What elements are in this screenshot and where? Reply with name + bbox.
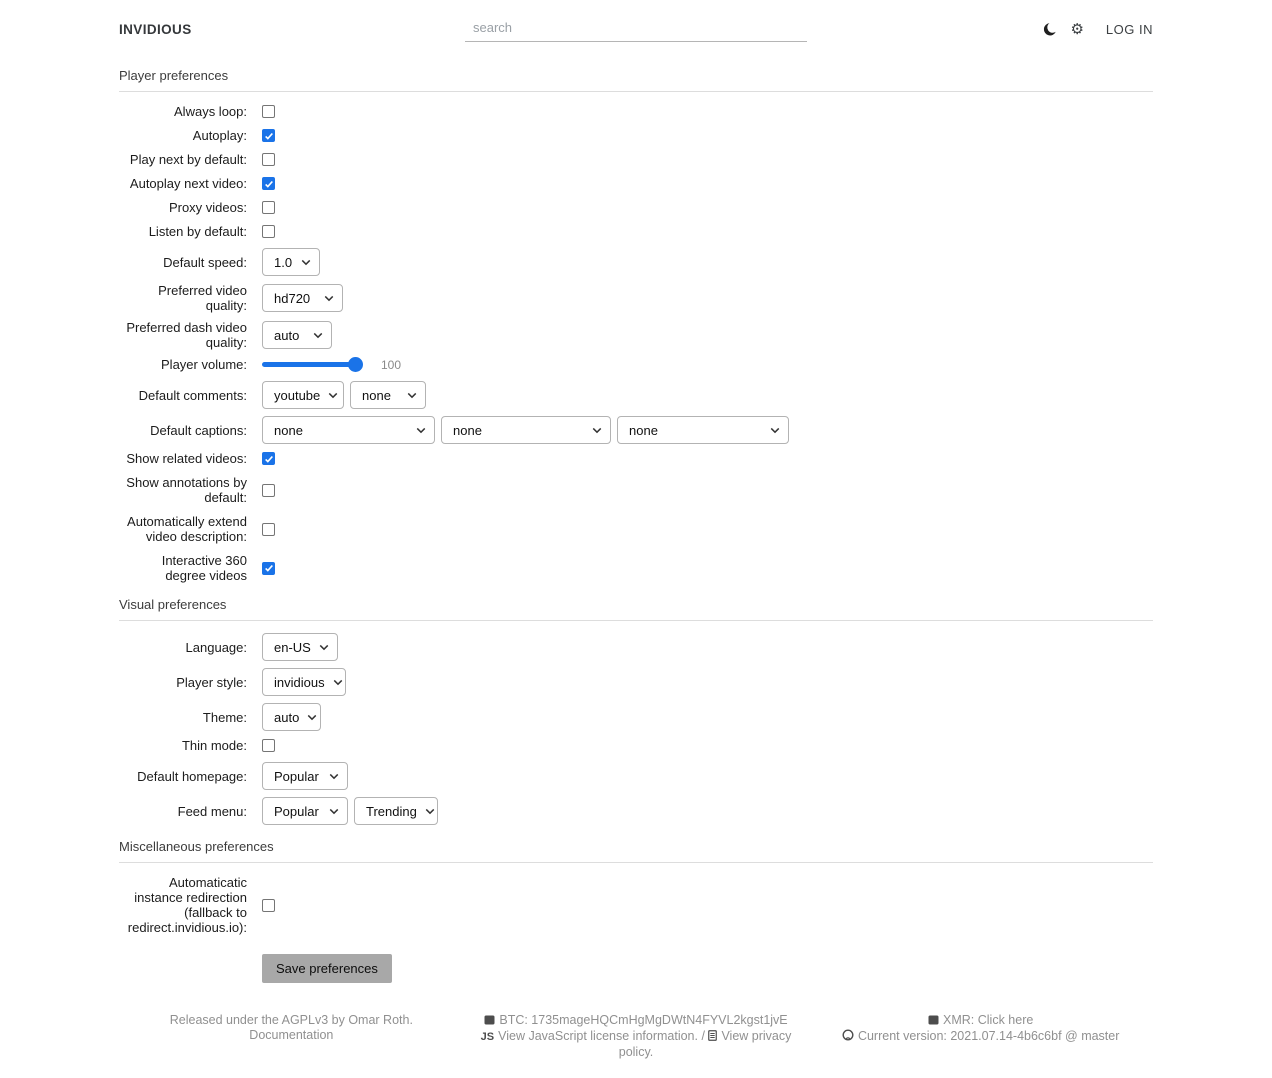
vr-mode-checkbox[interactable] (262, 562, 275, 575)
documentation-link[interactable]: Documentation (249, 1028, 334, 1042)
login-link[interactable]: LOG IN (1105, 21, 1153, 37)
chevron-down-icon (329, 773, 339, 780)
feed-menu-value-1: Popular (274, 803, 319, 819)
row-preferred-quality (119, 283, 1153, 313)
language-value: en-US (274, 639, 311, 655)
footer-middle (464, 1013, 809, 1060)
default-homepage-select[interactable] (262, 762, 348, 790)
default-speed-value: 1.0 (274, 254, 293, 270)
player-style-select[interactable] (262, 668, 346, 696)
preferred-quality-value: hd720 (274, 290, 311, 306)
thin-mode-checkbox[interactable] (262, 739, 275, 752)
play-next-checkbox[interactable] (262, 153, 275, 166)
default-captions-value-1: none (274, 422, 303, 438)
xmr-click-here-link[interactable]: Click here (977, 1013, 1034, 1027)
save-row (262, 954, 1153, 983)
autoplay-next-label: Autoplay next video: (129, 176, 247, 191)
chevron-down-icon (333, 679, 343, 686)
footer-separator: / (701, 1029, 705, 1043)
chevron-down-icon (329, 808, 339, 815)
row-preferred-dash-quality (119, 320, 1153, 350)
slider-track (262, 362, 362, 367)
default-homepage-label: Default homepage: (137, 768, 247, 784)
bitcoin-icon (484, 1014, 495, 1029)
player-volume-value: 100 (381, 357, 402, 372)
chevron-down-icon (301, 259, 311, 266)
row-feed-menu (119, 797, 1153, 825)
javascript-icon: JS (480, 1031, 495, 1043)
footer-right (808, 1013, 1153, 1060)
section-title-misc: Miscellaneous preferences (119, 839, 1153, 863)
chevron-down-icon (328, 392, 338, 399)
version-text: Current version: 2021.07.14-4b6c6bf @ master (857, 1029, 1120, 1043)
chevron-down-icon (319, 644, 329, 651)
autoplay-label: Autoplay: (192, 128, 247, 143)
feed-menu-select-1[interactable] (262, 797, 348, 825)
theme-value: auto (274, 709, 300, 725)
footer-license-text: Released under the AGPLv3 by Omar Roth. (169, 1013, 413, 1027)
listen-default-label: Listen by default: (148, 224, 247, 239)
top-right-controls (807, 19, 1153, 38)
annotations-checkbox[interactable] (262, 484, 275, 497)
row-autoplay-next (119, 176, 1153, 191)
default-comments-value-2: none (362, 387, 391, 403)
feed-menu-select-2[interactable] (354, 797, 438, 825)
row-theme (119, 703, 1153, 731)
footer-left (119, 1013, 464, 1060)
misc-preferences-rows (119, 875, 1153, 935)
slider-thumb[interactable] (348, 357, 363, 372)
default-comments-label: Default comments: (138, 387, 247, 403)
row-always-loop (119, 104, 1153, 119)
row-extend-description (119, 514, 1153, 544)
row-proxy-videos (119, 200, 1153, 215)
visual-preferences-rows (119, 633, 1153, 825)
player-volume-slider[interactable] (262, 357, 362, 372)
listen-default-checkbox[interactable] (262, 225, 275, 238)
default-captions-select-2[interactable] (441, 416, 611, 444)
js-license-link[interactable]: View JavaScript license information. (498, 1029, 698, 1043)
row-listen-default (119, 224, 1153, 239)
chevron-down-icon (592, 427, 602, 434)
preferred-dash-quality-label: Preferred dash video quality: (126, 320, 247, 350)
row-language (119, 633, 1153, 661)
proxy-videos-checkbox[interactable] (262, 201, 275, 214)
search-input[interactable] (465, 16, 807, 42)
xmr-label: XMR: (943, 1013, 975, 1027)
extend-description-label: Automatically extend video description: (127, 514, 247, 544)
theme-select[interactable] (262, 703, 321, 731)
related-videos-checkbox[interactable] (262, 452, 275, 465)
preferred-dash-quality-select[interactable] (262, 321, 332, 349)
default-homepage-value: Popular (274, 768, 319, 784)
preferred-quality-label: Preferred video quality: (158, 283, 247, 313)
section-title-visual: Visual preferences (119, 597, 1153, 621)
auto-redirect-label: Automaticatic instance redirection (fallback to redirect.invidious.io): (127, 875, 247, 935)
vr-mode-label: Interactive 360 degree videos (161, 553, 247, 583)
preferences-gear-icon[interactable]: ⚙ (1070, 19, 1084, 38)
row-play-next (119, 152, 1153, 167)
row-vr-mode (119, 553, 1153, 583)
player-preferences-rows (119, 104, 1153, 583)
row-autoplay (119, 128, 1153, 143)
theme-label: Theme: (202, 709, 247, 725)
row-auto-redirect (119, 875, 1153, 935)
feed-menu-label: Feed menu: (177, 803, 247, 819)
search-container (465, 16, 807, 42)
default-captions-label: Default captions: (150, 422, 247, 438)
proxy-videos-label: Proxy videos: (168, 200, 247, 215)
default-comments-select-2[interactable] (350, 381, 426, 409)
thin-mode-label: Thin mode: (181, 738, 247, 753)
default-comments-value-1: youtube (274, 387, 321, 403)
btc-address: BTC: 1735mageHQCmHgMgDWtN4FYVL2kgst1jvE (499, 1013, 788, 1027)
autoplay-checkbox[interactable] (262, 129, 275, 142)
player-style-value: invidious (274, 674, 325, 690)
row-player-style (119, 668, 1153, 696)
chevron-down-icon (407, 392, 417, 399)
github-icon (842, 1029, 854, 1045)
always-loop-label: Always loop: (174, 104, 247, 119)
extend-description-checkbox[interactable] (262, 523, 275, 536)
chevron-down-icon (307, 714, 317, 721)
save-preferences-button[interactable]: Save preferences (262, 954, 392, 983)
default-speed-select[interactable] (262, 248, 320, 276)
brand-logo[interactable]: INVIDIOUS (119, 21, 192, 37)
row-default-captions (119, 416, 1153, 444)
player-style-label: Player style: (176, 674, 247, 690)
default-captions-value-2: none (453, 422, 482, 438)
row-default-comments (119, 381, 1153, 409)
row-related-videos (119, 451, 1153, 466)
default-comments-select-1[interactable] (262, 381, 344, 409)
always-loop-checkbox[interactable] (262, 105, 275, 118)
chevron-down-icon (425, 808, 435, 815)
row-player-volume (119, 357, 1153, 372)
chevron-down-icon (770, 427, 780, 434)
related-videos-label: Show related videos: (126, 451, 247, 466)
privacy-document-icon (708, 1030, 717, 1045)
play-next-label: Play next by default: (129, 152, 247, 167)
preferences-page (119, 0, 1153, 1078)
feed-menu-value-2: Trending (366, 803, 417, 819)
chevron-down-icon (416, 427, 426, 434)
top-bar (119, 0, 1153, 54)
row-thin-mode (119, 738, 1153, 753)
row-annotations (119, 475, 1153, 505)
page-footer (119, 1013, 1153, 1078)
dark-mode-moon-icon[interactable] (1043, 22, 1058, 37)
monero-icon (928, 1014, 939, 1029)
language-label: Language: (185, 639, 247, 655)
annotations-label: Show annotations by default: (126, 475, 247, 505)
row-default-homepage (119, 762, 1153, 790)
preferred-quality-select[interactable] (262, 284, 343, 312)
player-volume-label: Player volume: (161, 357, 247, 372)
section-title-player: Player preferences (119, 68, 1153, 92)
auto-redirect-checkbox[interactable] (262, 899, 275, 912)
chevron-down-icon (313, 332, 323, 339)
chevron-down-icon (324, 295, 334, 302)
default-captions-value-3: none (629, 422, 658, 438)
preferred-dash-quality-value: auto (274, 327, 300, 343)
row-default-speed (119, 248, 1153, 276)
language-select[interactable] (262, 633, 338, 661)
default-speed-label: Default speed: (163, 254, 247, 270)
default-captions-select-1[interactable] (262, 416, 435, 444)
privacy-policy-link[interactable]: View privacy policy. (618, 1029, 792, 1059)
default-captions-select-3[interactable] (617, 416, 789, 444)
autoplay-next-checkbox[interactable] (262, 177, 275, 190)
